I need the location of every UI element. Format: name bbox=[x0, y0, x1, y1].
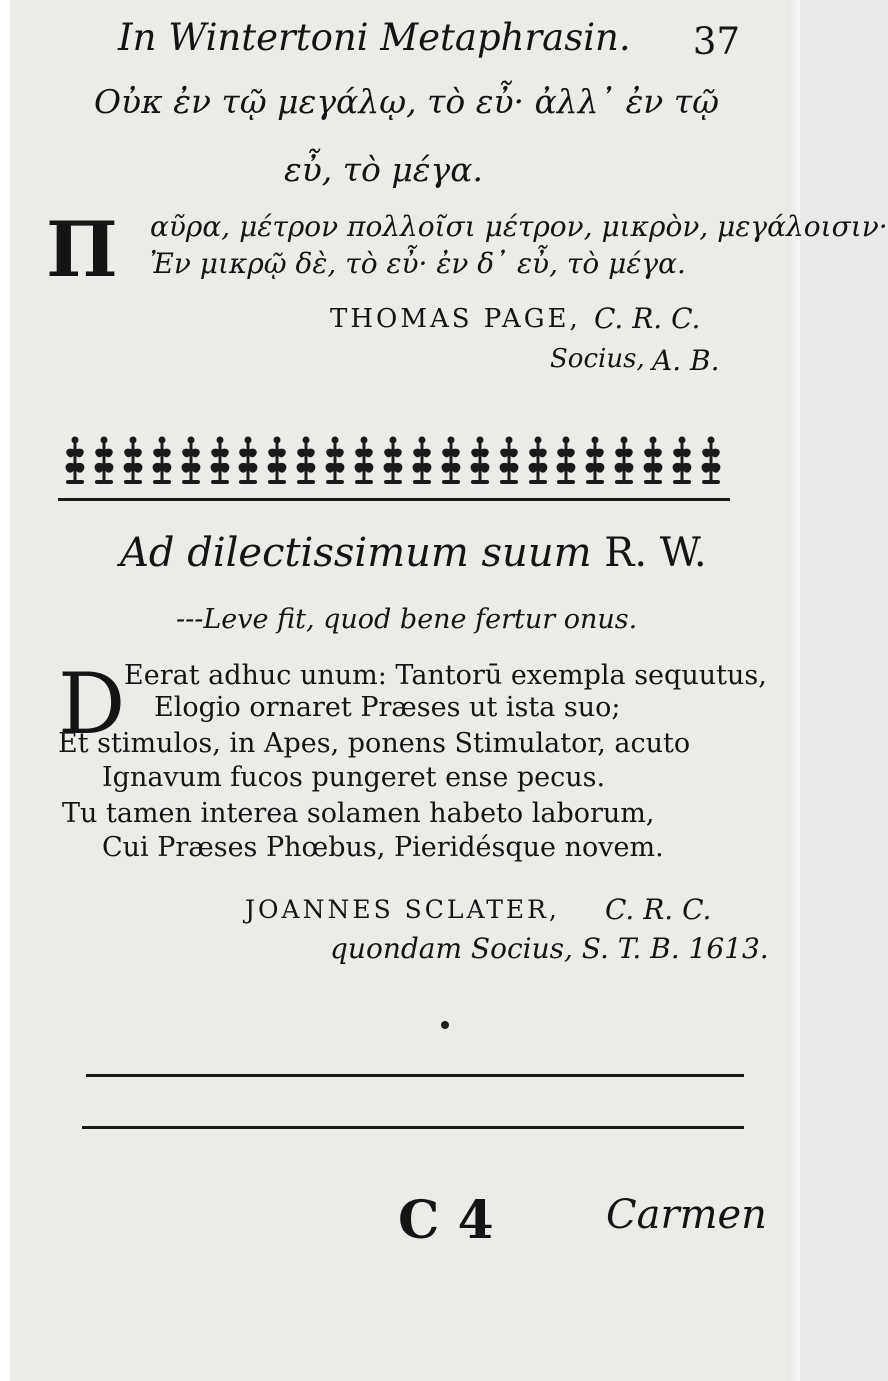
horizontal-rule bbox=[82, 1126, 744, 1129]
fleuron-ornament-icon bbox=[409, 434, 435, 486]
signature-2-name: JOANNES SCLATER, bbox=[245, 895, 560, 924]
printer-signature-mark: C 4 bbox=[398, 1190, 494, 1251]
signature-2-title: C. R. C. bbox=[605, 893, 712, 926]
fleuron-ornament-icon bbox=[351, 434, 377, 486]
horizontal-rule bbox=[86, 1074, 744, 1077]
signature-1-name: THOMAS PAGE, bbox=[330, 304, 581, 334]
signature-2-detail: quondam Socius, S. T. B. 1613. bbox=[330, 932, 769, 965]
page-edge-left bbox=[0, 0, 10, 1381]
fleuron-ornament-icon bbox=[322, 434, 348, 486]
fleuron-ornament-icon bbox=[582, 434, 608, 486]
fleuron-ornament-icon bbox=[438, 434, 464, 486]
fleuron-ornament-icon bbox=[207, 434, 233, 486]
running-title: In Wintertoni Metaphrasin. bbox=[118, 16, 631, 59]
poem-line: Elogio ornaret Præses ut ista suo; bbox=[154, 692, 621, 723]
page-header bbox=[118, 16, 740, 66]
fleuron-ornament-icon bbox=[698, 434, 724, 486]
greek-epigram-line-1: Οὐκ ἐν τῷ μεγάλῳ, τὸ εὖ· ἀλλ᾿ ἐν τῷ bbox=[94, 82, 720, 121]
fleuron-ornament-icon bbox=[62, 434, 88, 486]
poem-motto: ---Leve fit, quod bene fertur onus. bbox=[176, 604, 638, 635]
signature-1-title: C. R. C. bbox=[594, 302, 701, 335]
fleuron-ornament-icon bbox=[264, 434, 290, 486]
fleuron-ornament-icon bbox=[525, 434, 551, 486]
poem-heading-italic: Ad dilectissimum suum bbox=[120, 530, 592, 576]
fleuron-ornament-icon bbox=[553, 434, 579, 486]
greek-epigram-line-2: εὖ, τὸ μέγα. bbox=[284, 150, 484, 189]
poem-line: Ignavum fucos pungeret ense pecus. bbox=[102, 762, 606, 793]
fleuron-ornament-icon bbox=[235, 434, 261, 486]
fleuron-ornament-icon bbox=[149, 434, 175, 486]
poem-heading bbox=[120, 530, 707, 576]
fleuron-ornament-icon bbox=[669, 434, 695, 486]
fleuron-ornament-icon bbox=[293, 434, 319, 486]
fleuron-ornament-icon bbox=[91, 434, 117, 486]
poem-heading-initials: R. W. bbox=[604, 530, 707, 576]
fleuron-ornament-icon bbox=[496, 434, 522, 486]
greek-verse-line-1: αῦρα, μέτρον πολλοῖσι μέτρον, μικρὸν, μεγάλοισιν· bbox=[150, 210, 888, 243]
fleuron-ornament-row bbox=[62, 432, 724, 488]
fleuron-ornament-icon bbox=[380, 434, 406, 486]
catchword: Carmen bbox=[606, 1192, 767, 1238]
poem-line: Eerat adhuc unum: Tantorū exempla sequutus, bbox=[124, 660, 767, 691]
fleuron-ornament-icon bbox=[467, 434, 493, 486]
fleuron-ornament-icon bbox=[611, 434, 637, 486]
poem-line: Cui Præses Phœbus, Pieridésque novem. bbox=[102, 832, 664, 863]
signature-1-degree: A. B. bbox=[652, 344, 720, 377]
page-edge-right bbox=[786, 0, 800, 1381]
greek-verse-line-2: Ἐν μικρῷ δὲ, τὸ εὖ· ἐν δ᾿ εὖ, τὸ μέγα. bbox=[150, 247, 686, 280]
fleuron-ornament-icon bbox=[640, 434, 666, 486]
fleuron-ornament-icon bbox=[178, 434, 204, 486]
page-number: 37 bbox=[692, 20, 740, 63]
fleuron-ornament-icon bbox=[120, 434, 146, 486]
ink-dot bbox=[441, 1021, 449, 1029]
poem-line: Et stimulos, in Apes, ponens Stimulator, acuto bbox=[58, 728, 691, 759]
poem-drop-cap: D bbox=[58, 655, 126, 753]
signature-1-role: Socius, bbox=[550, 344, 645, 374]
horizontal-rule bbox=[58, 498, 730, 501]
poem-line: Tu tamen interea solamen habeto laborum, bbox=[62, 798, 655, 829]
greek-drop-cap: Π bbox=[46, 205, 118, 294]
